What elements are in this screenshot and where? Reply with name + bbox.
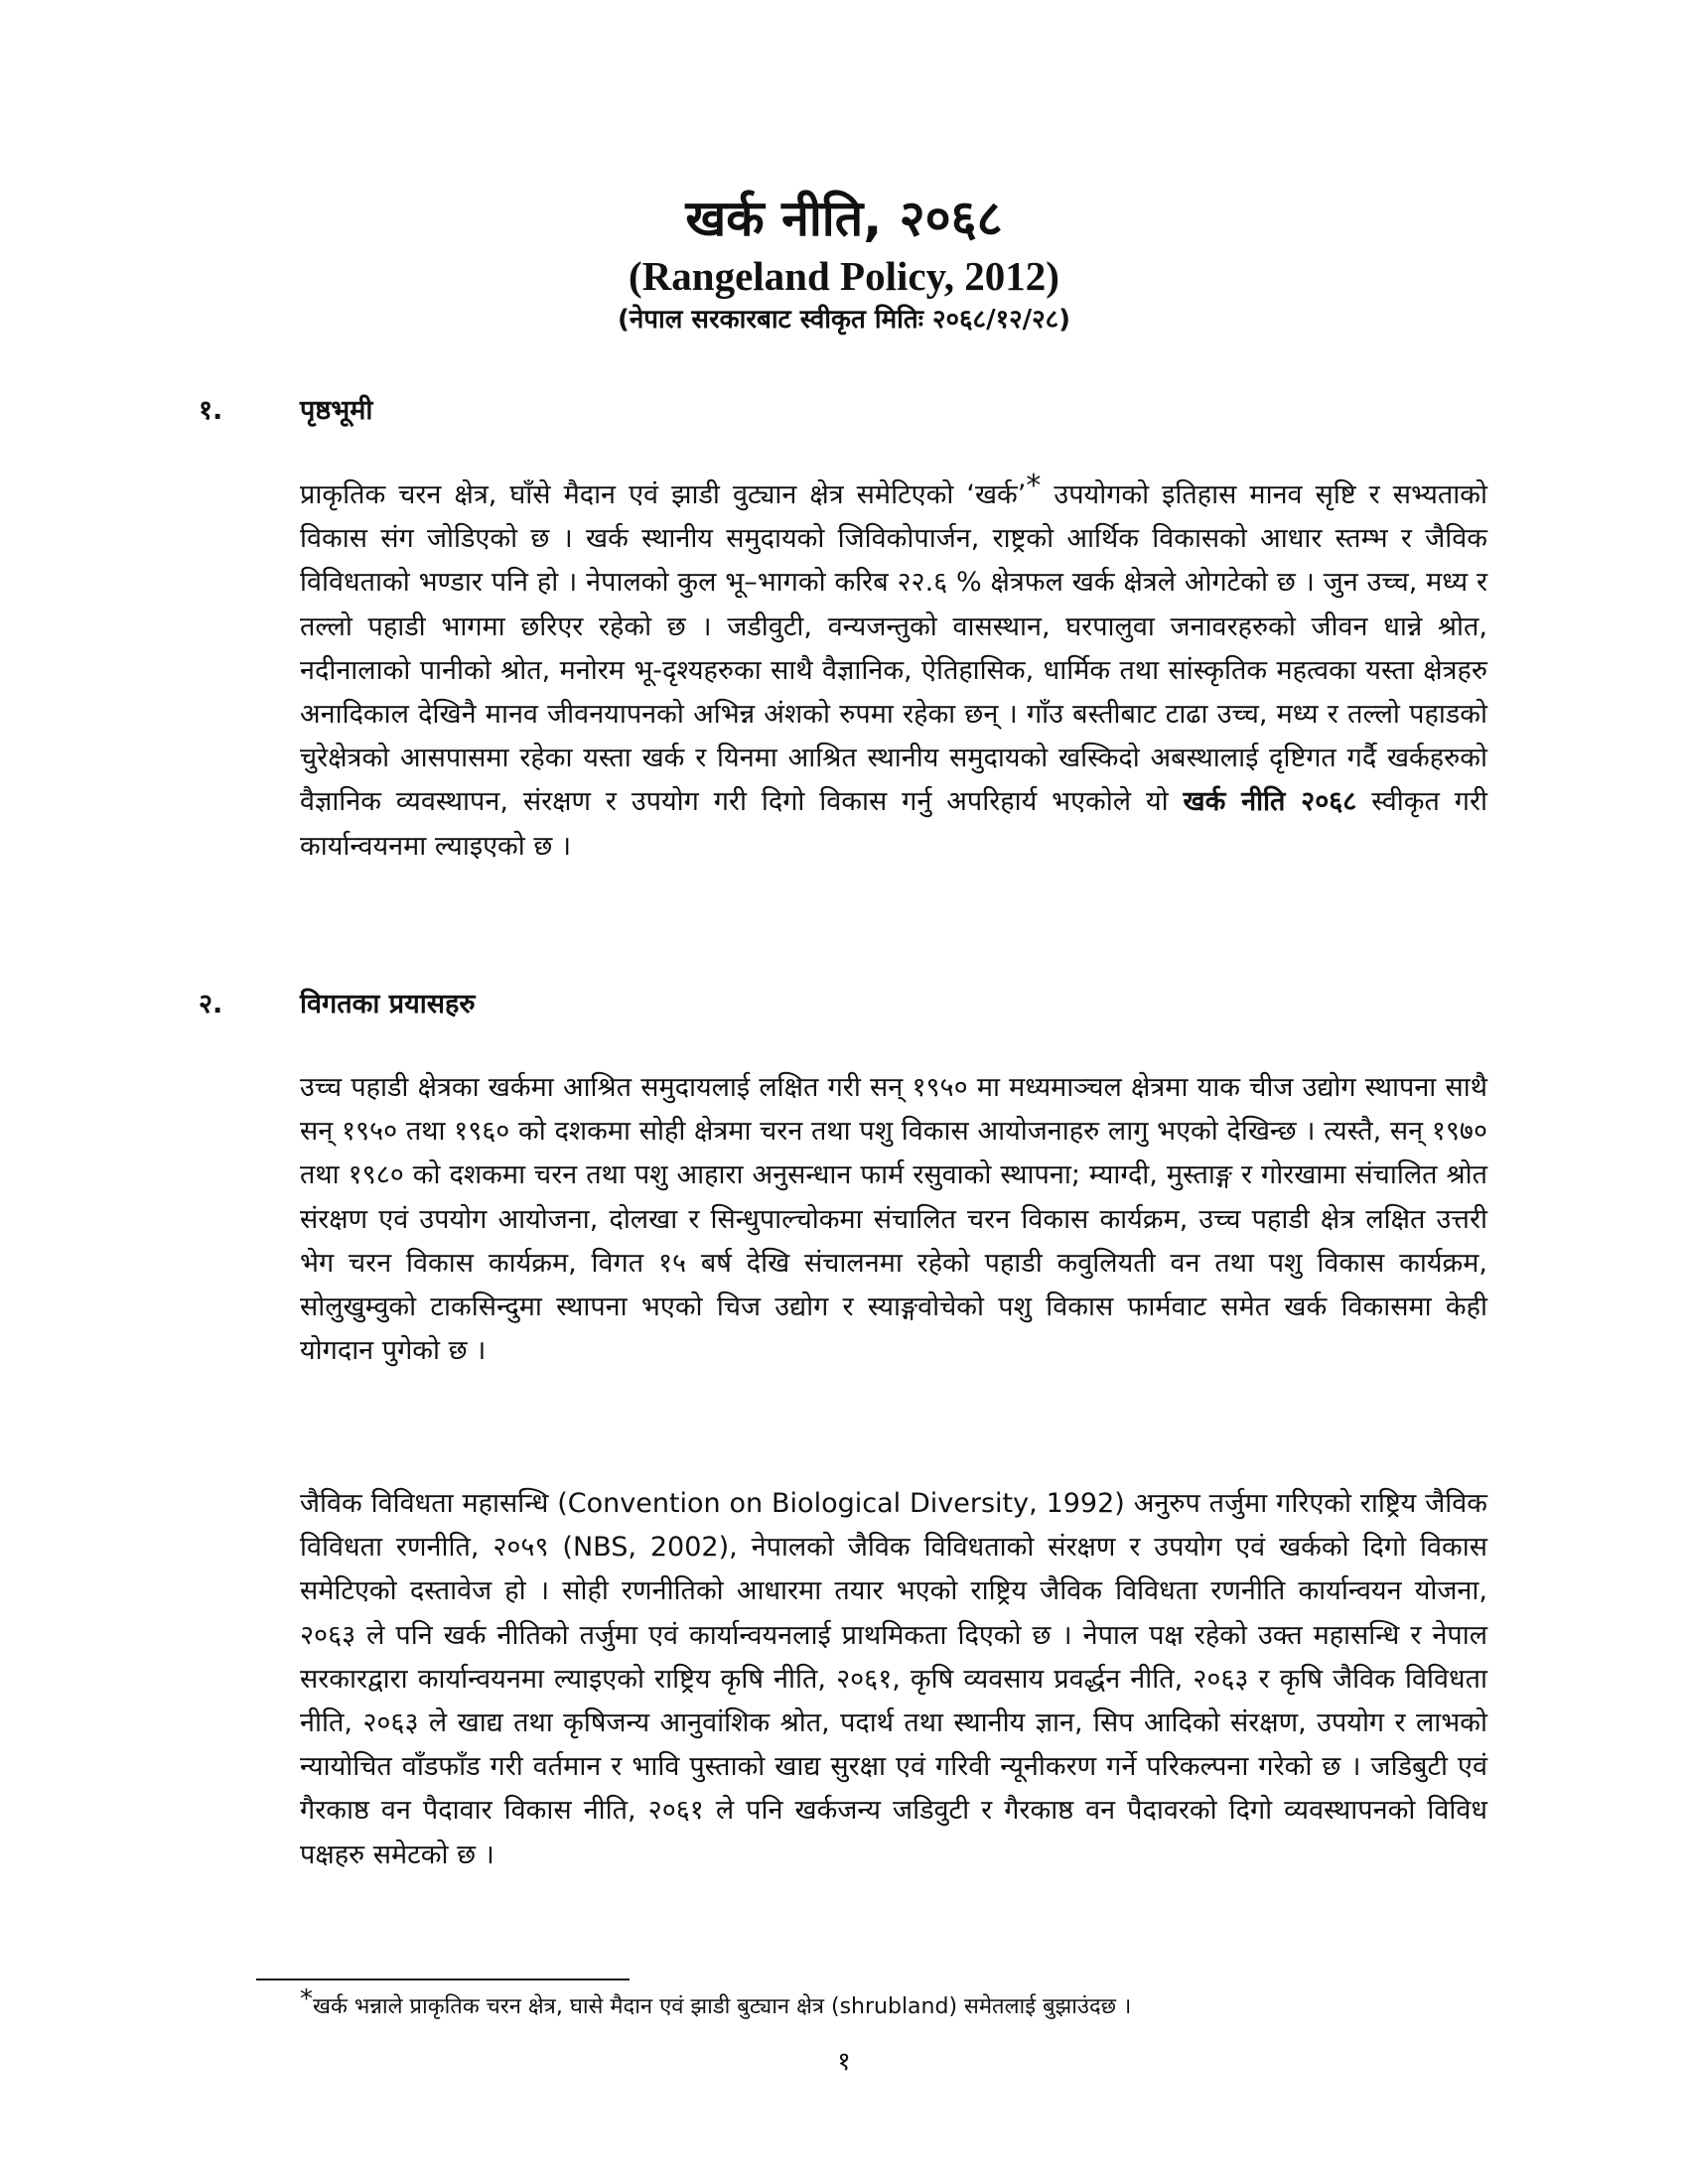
document-title: खर्क नीति, २०६८: [685, 190, 1003, 247]
paragraph-background: [300, 469, 1487, 869]
section-heading-background: [199, 391, 372, 431]
footnote-text: खर्क भन्नाले प्राकृतिक चरन क्षेत्र, घासे मैदान एवं झाडी बुट्यान क्षेत्र (shrubland) समेतलाई बुझाउंदछ ।: [313, 1994, 1132, 2019]
section-title: पृष्ठभूमी: [300, 395, 373, 426]
paragraph-text-start: प्राकृतिक चरन क्षेत्र, घाँसे मैदान एवं झाडी वुट्यान क्षेत्र समेटिएको ‘खर्क’: [300, 479, 1027, 510]
policy-name-bold: खर्क नीति २०६८: [1183, 786, 1357, 818]
paragraph-text: उपयोगको इतिहास मानव सृष्टि र सभ्यताको विकास संग जोडिएको छ । खर्क स्थानीय समुदायको जिविकोपार्जन, राष्ट्रको आर्थिक विकासको आधार स्तम्भ र जैविक विविधताको भण्डार पनि हो । नेपालको कुल भू–भागको करिब २२.६ % क्षेत्रफल खर्क क्षेत्रले ओगटेको छ । जुन उच्च, मध्य र तल्लो पहाडी भागमा छरिएर रहेको छ । जडीवुटी, वन्यजन्तुको वासस्थान, घरपालुवा जनावरहरुको जीवन धान्ने श्रोत, नदीनालाको पानीको श्रोत, मनोरम भू-दृश्यहरुका साथै वैज्ञानिक, ऐतिहासिक, धार्मिक तथा सांस्कृतिक महत्वका यस्ता क्षेत्रहरु अनादिकाल देखिनै मानव जीवनयापनको अभिन्न अंशको रुपमा रहेका छन् । गाँउ बस्तीबाट टाढा उच्च, मध्य र तल्लो पहाडको चुरेक्षेत्रको आसपासमा रहेका यस्ता खर्क र यिनमा आश्रित स्थानीय समुदायको खस्किदो अबस्थालाई दृष्टिगत गर्दै खर्कहरुको वैज्ञानिक व्यवस्थापन, संरक्षण र उपयोग गरी दिगो विकास गर्नु अपरिहार्य भएकोले यो: [300, 479, 1487, 818]
section-heading-past-efforts: [199, 985, 475, 1024]
paragraph-past-programs: उच्च पहाडी क्षेत्रका खर्कमा आश्रित समुदायलाई लक्षित गरी सन् १९५० मा मध्यमाञ्चल क्षेत्रमा याक चीज उद्योग स्थापना साथै सन् १९५० तथा १९६० को दशकमा सोही क्षेत्रमा चरन तथा पशु विकास आयोजनाहरु लागु भएको देखिन्छ । त्यस्तै, सन् १९७० तथा १९८० को दशकमा चरन तथा पशु आहारा अनुसन्धान फार्म रसुवाको स्थापना; म्याग्दी, मुस्ताङ्ग र गोरखामा संचालित श्रोत संरक्षण एवं उपयोग आयोजना, दोलखा र सिन्धुपाल्चोकमा संचालित चरन विकास कार्यक्रम, उच्च पहाडी क्षेत्र लक्षित उत्तरी भेग चरन विकास कार्यक्रम, विगत १५ बर्ष देखि संचालनमा रहेको पहाडी कवुलियती वन तथा पशु विकास कार्यक्रम, सोलुखुम्वुको टाकसिन्दुमा स्थापना भएको चिज उद्योग र स्याङ्गवोचेको पशु विकास फार्मवाट समेत खर्क विकासमा केही योगदान पुगेको छ ।: [300, 1072, 1487, 1367]
footnote: [300, 1984, 1132, 2024]
footnote-mark: *: [300, 1984, 313, 2014]
document-title-english: (Rangeland Policy, 2012): [629, 253, 1059, 299]
section-number: १.: [199, 395, 223, 426]
footnote-divider: [256, 1979, 630, 1980]
paragraph-biodiversity-policies: जैविक विविधता महासन्धि (Convention on Biological Diversity, 1992) अनुरुप तर्जुमा गरिएको राष्ट्रिय जैविक विविधता रणनीति, २०५९ (NBS, 2002), नेपालको जैविक विविधताको संरक्षण र उपयोग एवं खर्कको दिगो विकास समेटिएको दस्तावेज हो । सोही रणनीतिको आधारमा तयार भएको राष्ट्रिय जैविक विविधता रणनीति कार्यान्वयन योजना, २०६३ ले पनि खर्क नीतिको तर्जुमा एवं कार्यान्वयनलाई प्राथमिकता दिएको छ । नेपाल पक्ष रहेको उक्त महासन्धि र नेपाल सरकारद्वारा कार्यान्वयनमा ल्याइएको राष्ट्रिय कृषि नीति, २०६१, कृषि व्यवसाय प्रवर्द्धन नीति, २०६३ र कृषि जैविक विविधता नीति, २०६३ ले खाद्य तथा कृषिजन्य आनुवांशिक श्रोत, पदार्थ तथा स्थानीय ज्ञान, सिप आदिको संरक्षण, उपयोग र लाभको न्यायोचित वाँडफाँड गरी वर्तमान र भावि पुस्ताको खाद्य सुरक्षा एवं गरिवी न्यूनीकरण गर्ने परिकल्पना गरेको छ । जडिबुटी एवं गैरकाष्ठ वन पैदावार विकास नीति, २०६१ ले पनि खर्कजन्य जडिवुटी र गैरकाष्ठ वन पैदावरको दिगो व्यवस्थापनको विविध पक्षहरु समेटको छ ।: [300, 1488, 1487, 1870]
paragraph-text-end: स्वीकृत गरी कार्यान्वयनमा ल्याइएको छ ।: [300, 786, 1487, 862]
footnote-reference: *: [1026, 469, 1042, 503]
approval-note: (नेपाल सरकारबाट स्वीकृत मितिः २०६८/१२/२८): [617, 305, 1071, 335]
section-number: २.: [199, 989, 223, 1020]
page-number: १: [837, 2047, 851, 2077]
section-title: विगतका प्रयासहरु: [300, 989, 476, 1020]
